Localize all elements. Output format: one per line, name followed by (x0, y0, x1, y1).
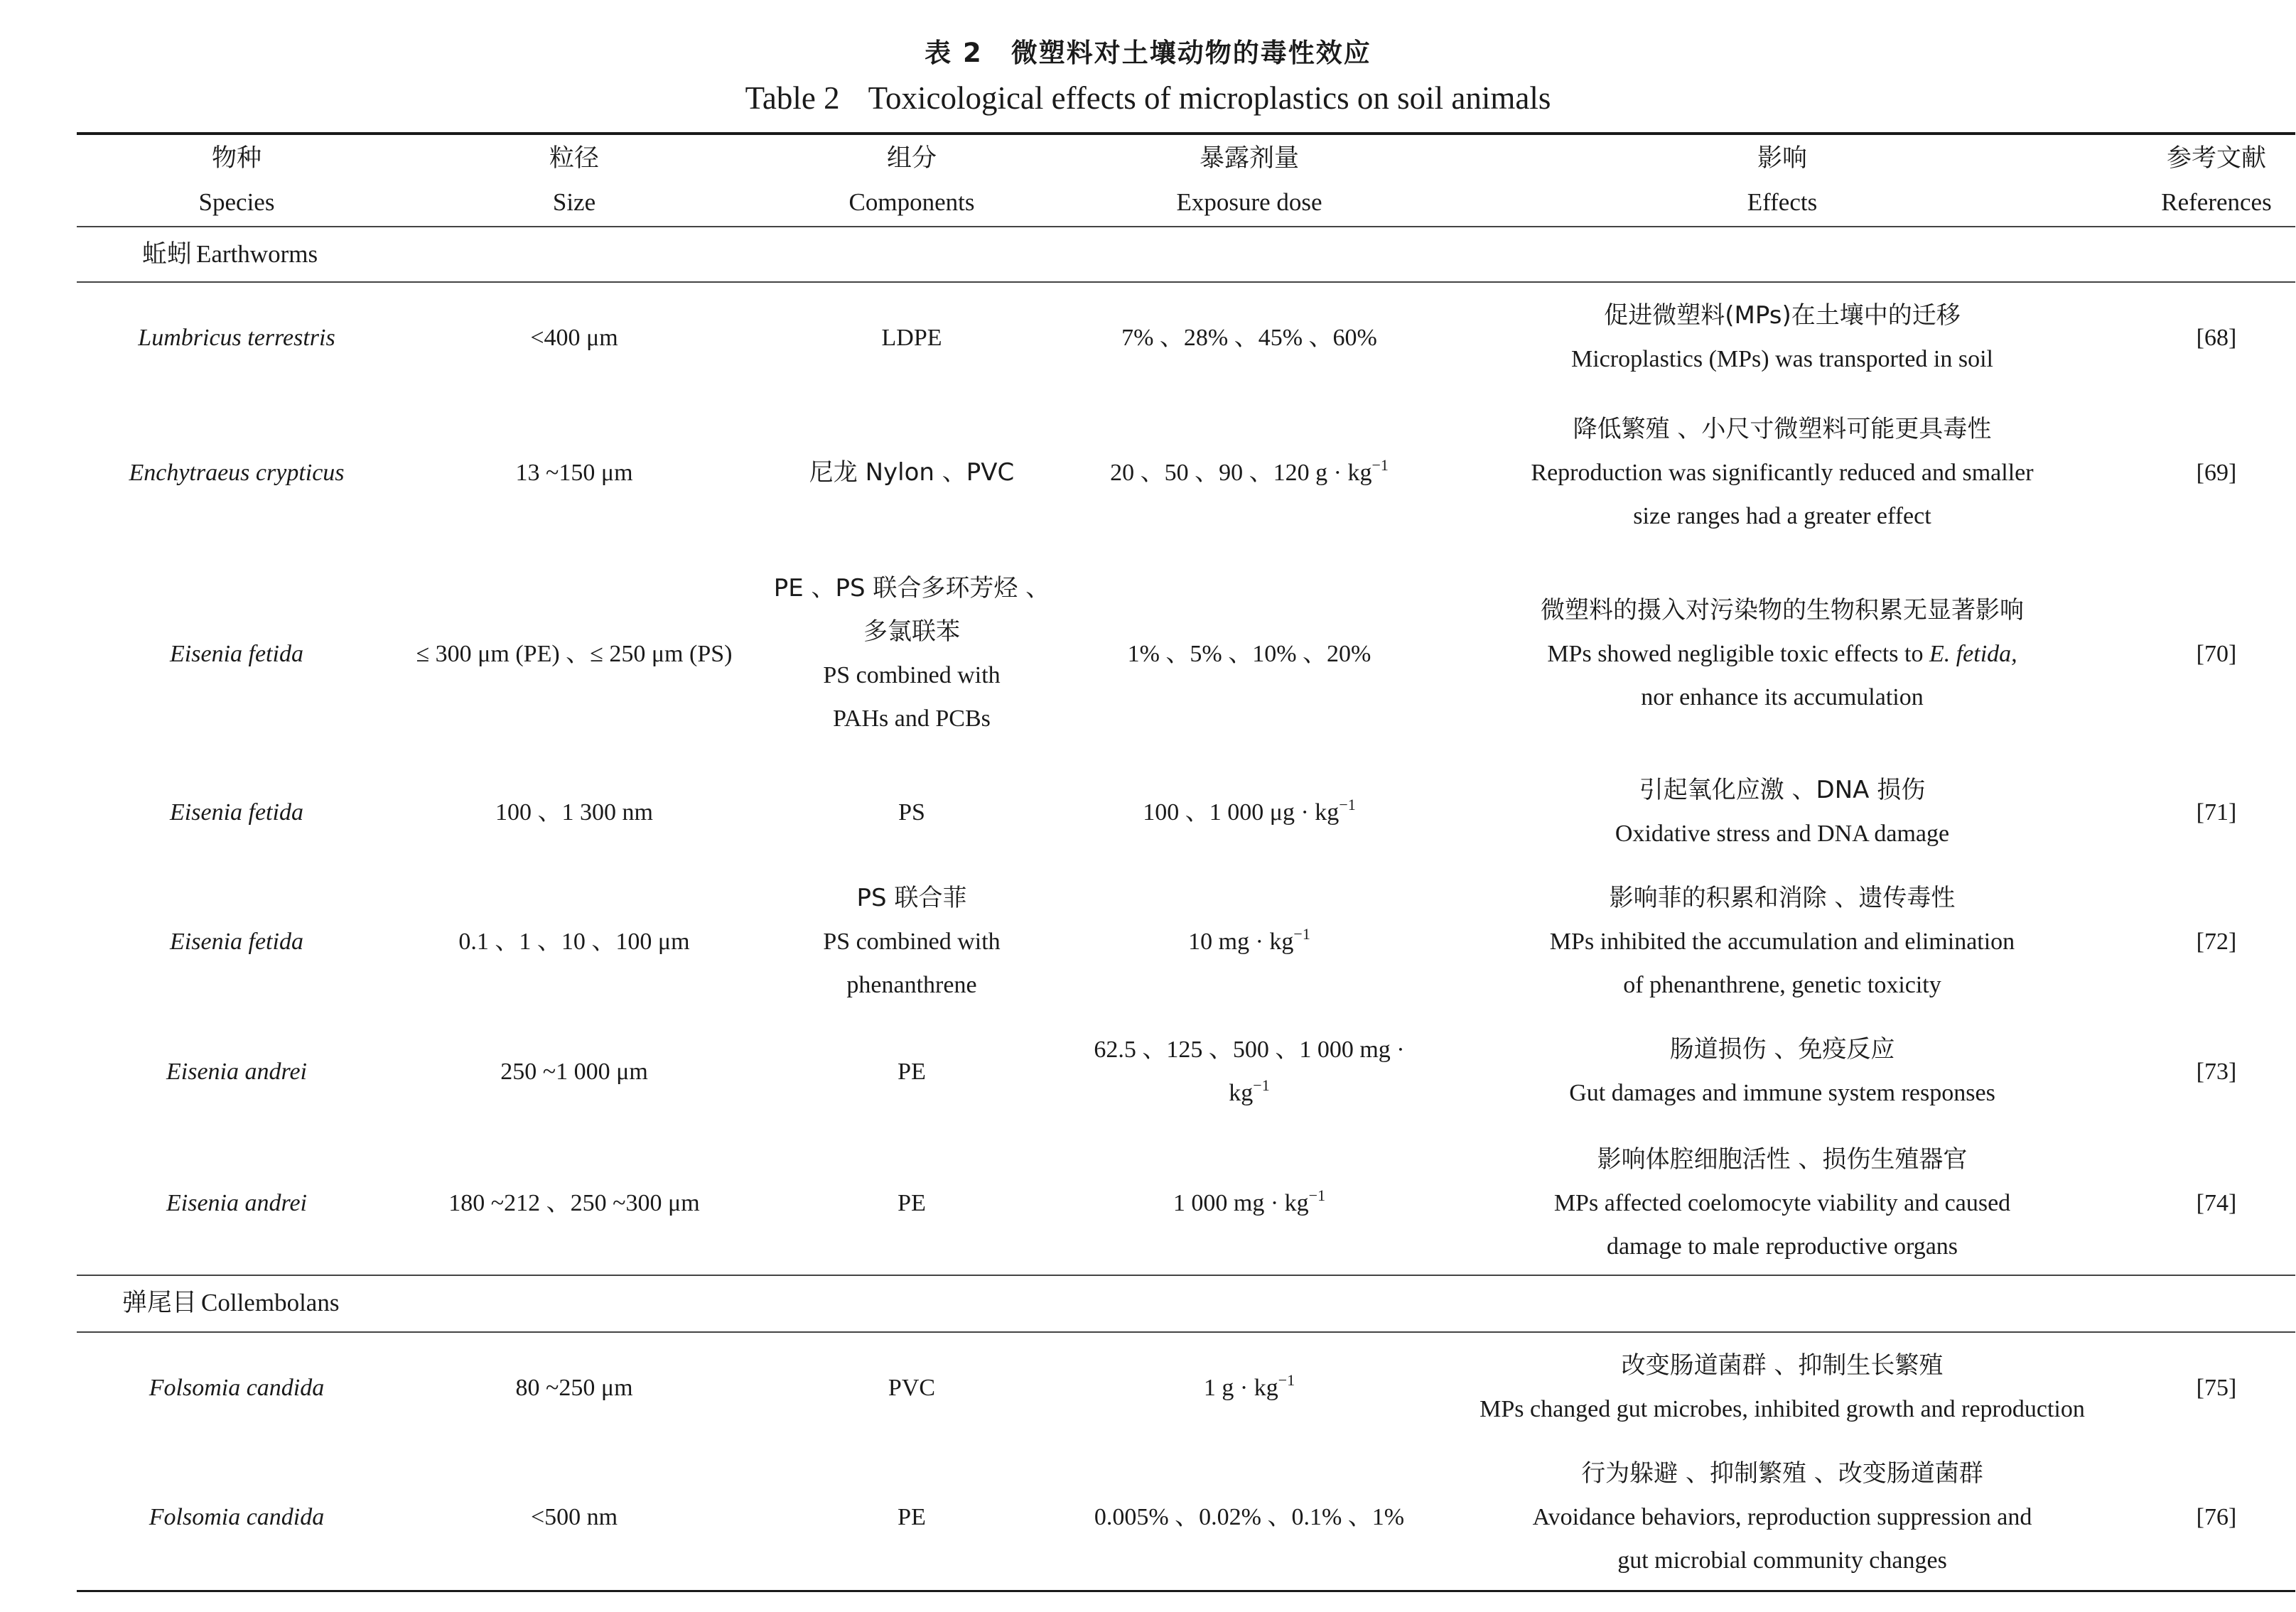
group-collembolans-en: Collembolans (201, 1289, 340, 1316)
header-components-cn: 组分 (886, 144, 937, 173)
group-earthworms-rule (77, 281, 2295, 283)
species-cell: Eisenia fetida (170, 640, 303, 667)
components-cell (752, 874, 1072, 1009)
species-cell: Eisenia fetida (170, 799, 303, 826)
species-cell: Eisenia andrei (166, 1189, 307, 1216)
effect-en-line: MPs affected coelomocyte viability and caused (1553, 1189, 2011, 1216)
dose-unit-exponent: −1 (1371, 455, 1389, 474)
effect-en-line: MPs inhibited the accumulation and elimination (1549, 928, 2015, 955)
effect-en-line: size ranges had a greater effect (1633, 502, 1931, 529)
header-references-en: References (2161, 188, 2272, 216)
components-cell (752, 1449, 1072, 1584)
components-cell (752, 561, 1072, 746)
group-earthworms-cn: 蚯蚓 (142, 240, 193, 269)
size-cell: 80 ~250 μm (515, 1374, 633, 1401)
dose-value: 1 000 mg · kg (1173, 1189, 1309, 1216)
components-line: PS combined with (823, 928, 1001, 955)
dose-value: 20 、50 、90 、120 g · kg (1110, 459, 1372, 486)
table-row (77, 1449, 2295, 1584)
dose-cell (1072, 1135, 1427, 1270)
effect-en-line: gut microbial community changes (1617, 1547, 1947, 1574)
table-row (77, 405, 2295, 540)
components-line: PS combined with (823, 662, 1001, 688)
components-cell (752, 1025, 1072, 1118)
reference-cell: [73] (2196, 1058, 2237, 1085)
components-line: LDPE (881, 324, 942, 351)
effect-cn: 引起氧化应激 、DNA 损伤 (1639, 776, 1926, 804)
header-references (2138, 136, 2295, 225)
header-references-cn: 参考文献 (2166, 144, 2266, 173)
dose-text: 1% 、5% 、10% 、20% (1127, 640, 1371, 667)
header-effects-cn: 影响 (1757, 144, 1807, 173)
size-cell: <400 μm (530, 324, 618, 351)
dose-text: 7% 、28% 、45% 、60% (1121, 324, 1377, 351)
effects-cell (1427, 766, 2138, 858)
effect-en-line: Reproduction was significantly reduced and smaller (1531, 459, 2034, 486)
components-cell (752, 291, 1072, 384)
group-separator-rule (77, 1275, 2295, 1276)
group-collembolans-rule (77, 1331, 2295, 1333)
components-line: PS (898, 799, 925, 826)
components-line: PVC (888, 1374, 936, 1401)
effect-cn: 肠道损伤 、免疫反应 (1669, 1035, 1895, 1064)
header-effects (1427, 136, 2138, 225)
effect-cn: 影响体腔细胞活性 、损伤生殖器官 (1597, 1145, 1968, 1174)
species-cell: Eisenia andrei (166, 1058, 307, 1085)
dose-cell (1072, 874, 1427, 1009)
dose-unit-exponent: −1 (1293, 924, 1310, 943)
group-collembolans-cn: 弹尾目 (122, 1289, 198, 1317)
reference-cell: [72] (2196, 928, 2237, 955)
header-species (77, 136, 397, 225)
dose-unit-exponent: −1 (1253, 1076, 1270, 1094)
effects-cell (1427, 291, 2138, 384)
header-components-en: Components (848, 188, 975, 216)
dose-text (1173, 1181, 1325, 1225)
effect-en-line: Gut damages and immune system responses (1569, 1080, 1995, 1106)
size-cell: 180 ~212 、250 ~300 μm (448, 1189, 700, 1216)
components-cell (752, 766, 1072, 858)
effect-en-line: Avoidance behaviors, reproduction suppression and (1532, 1503, 2032, 1530)
effects-cell (1427, 1341, 2138, 1434)
dose-cell (1072, 291, 1427, 384)
header-size (397, 136, 752, 225)
species-cell: Lumbricus terrestris (138, 324, 335, 351)
effect-en-text: MPs showed negligible toxic effects to (1547, 640, 1929, 667)
caption-cn-title: 微塑料对土壤动物的毒性效应 (1010, 38, 1371, 68)
table-top-rule (77, 132, 2295, 135)
dose-unit-exponent: −1 (1278, 1370, 1295, 1389)
reference-cell: [76] (2196, 1503, 2237, 1530)
reference-cell: [68] (2196, 324, 2237, 351)
group-earthworms-en: Earthworms (196, 240, 318, 268)
effects-cell (1427, 405, 2138, 540)
table-row (77, 1341, 2295, 1434)
dose-value: 10 mg · kg (1188, 928, 1294, 955)
size-cell: <500 nm (530, 1503, 618, 1530)
effects-cell (1427, 1449, 2138, 1584)
caption-en-title: Toxicological effects of microplastics on soil animals (868, 80, 1551, 116)
effect-en-line: nor enhance its accumulation (1641, 683, 1924, 710)
header-exposure-dose (1072, 136, 1427, 225)
effect-en-line (1547, 632, 2017, 676)
components-cell (752, 1341, 1072, 1434)
effect-cn: 影响菲的积累和消除 、遗传毒性 (1609, 883, 1956, 912)
size-cell: 0.1 、1 、10 、100 μm (458, 928, 690, 955)
dose-value: 1 g · kg (1203, 1374, 1278, 1401)
header-bottom-rule (77, 226, 2295, 227)
dose-text (1204, 1366, 1295, 1410)
components-line: PE (898, 1189, 926, 1216)
dose-cell (1072, 405, 1427, 540)
header-effects-en: Effects (1747, 188, 1818, 216)
dose-cell (1072, 1341, 1427, 1434)
effect-en-line: Oxidative stress and DNA damage (1615, 821, 1950, 847)
effect-en-line: MPs changed gut microbes, inhibited growth and reproduction (1480, 1396, 2085, 1422)
header-species-en: Species (198, 188, 275, 216)
effects-cell (1427, 1135, 2138, 1270)
dose-value: 100 、1 000 μg · kg (1143, 799, 1340, 826)
table-row (77, 874, 2295, 1009)
table-row (77, 766, 2295, 858)
header-dose-en: Exposure dose (1176, 188, 1322, 216)
dose-text (1188, 920, 1310, 963)
dose-cell (1072, 561, 1427, 746)
table-caption-cn (0, 31, 2296, 70)
components-line: PAHs and PCBs (833, 705, 991, 732)
caption-cn-number: 表 2 (925, 38, 983, 68)
species-cell: Folsomia candida (149, 1503, 325, 1530)
table-bottom-rule (77, 1590, 2295, 1592)
reference-cell: [75] (2196, 1374, 2237, 1401)
dose-cell (1072, 1025, 1427, 1118)
species-cell: Eisenia fetida (170, 928, 303, 955)
dose-text (1072, 1028, 1427, 1115)
header-dose-cn: 暴露剂量 (1199, 144, 1299, 173)
header-species-cn: 物种 (211, 144, 262, 173)
dose-cell (1072, 1449, 1427, 1584)
header-components (752, 136, 1072, 225)
species-cell: Enchytraeus crypticus (129, 459, 345, 486)
group-label-collembolans (122, 1282, 339, 1324)
species-cell: Folsomia candida (149, 1374, 325, 1401)
components-cell (752, 1135, 1072, 1270)
effects-cell (1427, 561, 2138, 746)
components-line: PE (898, 1503, 926, 1530)
effects-cell (1427, 874, 2138, 1009)
table-caption-en (0, 80, 2296, 117)
table-row (77, 561, 2295, 746)
size-cell: 13 ~150 μm (515, 459, 633, 486)
effect-cn: 促进微塑料(MPs)在土壤中的迁移 (1604, 301, 1961, 330)
effect-en-line: damage to male reproductive organs (1606, 1233, 1958, 1260)
effect-en-line: Microplastics (MPs) was transported in soil (1571, 346, 1993, 372)
reference-cell: [71] (2196, 799, 2237, 826)
size-cell: ≤ 300 μm (PE) 、≤ 250 μm (PS) (416, 640, 733, 667)
effect-en-species: E. fetida, (1929, 640, 2017, 667)
components-line: PE 、PS 联合多环芳烃 、 (773, 574, 1050, 602)
group-label-earthworms (142, 233, 318, 276)
components-cell (752, 405, 1072, 540)
header-size-cn: 粒径 (549, 144, 599, 173)
dose-value: 62.5 、125 、500 、1 000 mg · kg (1094, 1037, 1405, 1106)
dose-cell (1072, 766, 1427, 858)
effect-cn: 改变肠道菌群 、抑制生长繁殖 (1621, 1351, 1944, 1380)
size-cell: 100 、1 300 nm (495, 799, 653, 826)
dose-unit-exponent: −1 (1308, 1186, 1326, 1204)
components-line: PE (898, 1058, 926, 1085)
effect-en-line: of phenanthrene, genetic toxicity (1623, 971, 1941, 998)
header-size-en: Size (552, 188, 596, 216)
caption-en-number: Table 2 (745, 80, 840, 116)
components-line: PS 联合菲 (856, 883, 967, 912)
effects-cell (1427, 1025, 2138, 1118)
dose-text (1143, 791, 1355, 834)
effect-cn: 降低繁殖 、小尺寸微塑料可能更具毒性 (1573, 414, 1992, 443)
dose-text (1110, 451, 1389, 494)
table-row (77, 1025, 2295, 1118)
components-line: 多氯联苯 (863, 617, 960, 646)
effect-cn: 微塑料的摄入对污染物的生物积累无显著影响 (1541, 595, 2024, 624)
dose-unit-exponent: −1 (1339, 795, 1356, 813)
effect-cn: 行为躲避 、抑制繁殖 、改变肠道菌群 (1581, 1459, 1983, 1488)
table-row (77, 1135, 2295, 1270)
reference-cell: [69] (2196, 459, 2237, 486)
components-line: 尼龙 Nylon 、PVC (809, 458, 1015, 487)
reference-cell: [70] (2196, 640, 2237, 667)
table-row (77, 291, 2295, 384)
size-cell: 250 ~1 000 μm (500, 1058, 648, 1085)
dose-text: 0.005% 、0.02% 、0.1% 、1% (1094, 1503, 1405, 1530)
reference-cell: [74] (2196, 1189, 2237, 1216)
components-line: phenanthrene (846, 971, 977, 998)
